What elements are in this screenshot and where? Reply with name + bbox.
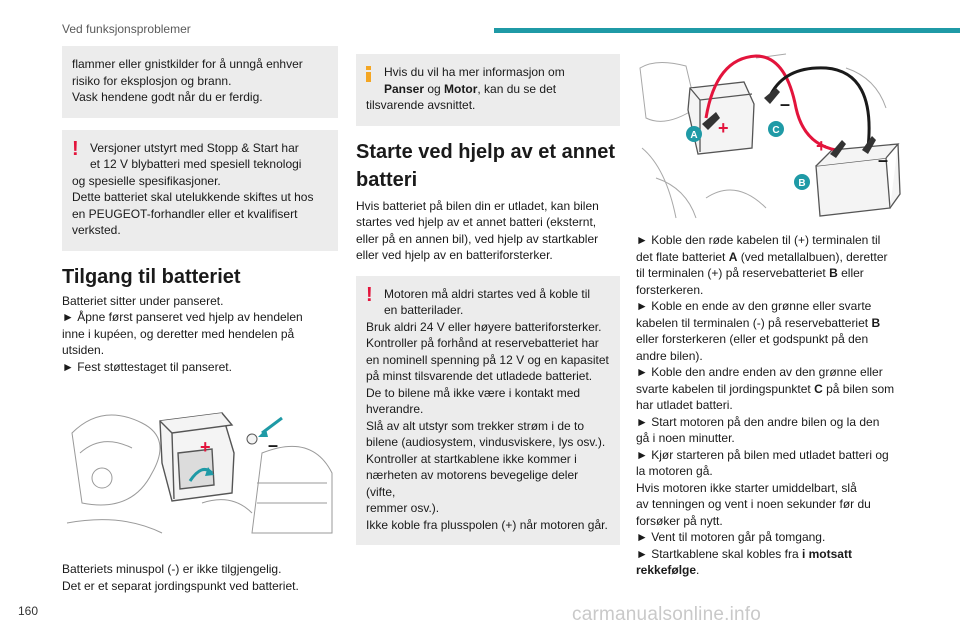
section-heading-battery-access: Tilgang til batteriet [62,265,241,288]
box-line: Vask hendene godt når du er ferdig. [72,90,263,104]
box-line: Ikke koble fra plusspolen (+) når motoren går. [366,517,608,532]
bold-term: i motsatt [801,546,852,561]
section-heading-jump-start: Starte ved hjelp av et annet [356,140,615,163]
minus-symbol-b: – [878,150,889,170]
box-line: tilsvarende avsnittet. [366,98,476,112]
box-line: Slå av alt utstyr som trekker strøm i de to [366,418,585,433]
step-line: rekkefølge. [636,563,700,577]
bold-term: Panser [384,81,425,96]
step-line: har utladet batteri. [636,398,733,412]
minus-symbol: – [268,435,279,455]
box-line: Dette batteriet skal utelukkende skiftes ut hos [72,190,314,204]
plus-symbol: + [200,437,211,457]
box-line: Motoren må aldri startes ved å koble til [384,286,591,301]
step-line: andre bilen). [636,348,703,363]
page-number: 160 [18,604,39,618]
bold-term: B [871,315,881,330]
bold-term: rekkefølge [636,563,697,577]
box-line: en nominell spenning på 12 V og en kapasitet [366,352,609,367]
step-line: ► Start motoren på den andre bilen og la den [636,414,880,429]
warning-icon: ! [366,283,373,306]
jump-start-steps [636,232,902,579]
box-line: risiko for eksplosjon og brann. [72,73,232,88]
step-line: ► Vent til motoren går på tomgang. [636,530,826,544]
body-line: eller ved hjelp av en batteriforsterker. [356,248,553,262]
box-line: en batterilader. [384,303,464,317]
box-line: De to bilene må ikke være i kontakt med [366,385,581,400]
box-line: og spesielle spesifikasjoner. [72,173,221,188]
jump-start-illustration [636,48,902,226]
box-line: en PEUGEOT-forhandler eller et kvalifisert [72,206,298,221]
body-line: inne i kupéen, og deretter med hendelen på [62,326,295,341]
watermark: carmanualsonline.info [572,604,762,625]
box-line: Kontroller på forhånd at reservebatteriet har [366,336,599,350]
step-line: til terminalen (+) på reservebatteriet B eller [636,266,864,280]
info-icon [366,66,372,82]
body-line: Batteriet sitter under panseret. [62,293,224,308]
box-line: Kontroller at startkablene ikke kommer i [366,451,577,466]
bold-term: A [728,249,738,264]
running-header: Ved funksjonsproblemer [62,22,191,36]
bold-term: B [829,266,838,280]
box-line: et 12 V blybatteri med spesiell teknologi [90,157,302,171]
warning-icon: ! [72,137,79,160]
box-line: Hvis du vil ha mer informasjon om [384,65,565,79]
step-line: forsøker på nytt. [636,513,723,528]
box-line: flammer eller gnistkilder for å unngå enhver [72,57,303,71]
label-b: B [798,178,806,189]
body-line: ► Fest støttestaget til panseret. [62,359,232,374]
body-line: ► Åpne først panseret ved hjelp av hendelen [62,310,303,324]
body-line: Hvis batteriet på bilen din er utladet, kan bilen [356,198,599,213]
step-line: eller forsterkeren (eller et godspunkt på den [636,332,869,346]
step-line: svarte kabelen til jordingspunktet C på bilen som [636,381,895,396]
step-line: la motoren gå. [636,464,713,478]
section-heading-jump-start: batteri [356,168,418,191]
body-line: utsiden. [62,343,105,357]
step-line: gå i noen minutter. [636,431,735,445]
column-right [636,48,902,579]
label-c: C [772,125,780,136]
box-line: hverandre. [366,402,424,416]
plus-symbol-a: + [718,118,729,138]
step-line: forsterkeren. [636,282,704,297]
label-a: A [690,130,698,141]
box-line: Panser og Motor, kan du se det [384,81,557,96]
battery-location-illustration [62,393,338,543]
minus-symbol-c: – [780,94,791,114]
warning-box-continued [62,46,338,118]
column-middle [356,54,620,545]
jump-start-warning-box [356,276,620,546]
box-line: bilene (audiosystem, vindusviskere, lys osv.). [366,435,606,449]
box-line: Bruk aldri 24 V eller høyere batteriforsterker. [366,319,602,334]
box-line: nærheten av motorens bevegelige deler (vifte, [366,468,579,499]
bold-term: Motor [444,81,478,96]
ground-point-icon [247,434,257,444]
bold-term: C [814,381,823,396]
step-line: ► Startkablene skal kobles fra i motsatt [636,546,852,561]
stop-start-warning-box [62,130,338,251]
info-box [356,54,620,126]
box-line: på minst tilsvarende det utladede batteriet. [366,369,593,383]
plus-symbol-b: + [816,136,827,156]
step-line: ► Koble den andre enden av den grønne eller [636,365,883,379]
caption-line: Det er et separat jordingspunkt ved batteriet. [62,578,299,593]
caption-line: Batteriets minuspol (-) er ikke tilgjengelig. [62,562,282,576]
box-line: remmer osv.). [366,501,440,515]
header-accent-bar [494,28,960,33]
box-line: verksted. [72,223,121,237]
step-line: det flate batteriet A (ved metallalbuen), deretter [636,249,888,264]
box-line: Versjoner utstyrt med Stopp & Start har [90,140,299,155]
step-line: ► Koble en ende av den grønne eller svarte [636,299,872,313]
jump-start-svg [636,48,902,226]
step-line: kabelen til terminalen (-) på reservebatteriet B [636,315,881,330]
step-line: av tenningen og vent i noen sekunder før du [636,497,871,511]
step-line: Hvis motoren ikke starter umiddelbart, slå [636,480,857,495]
column-left [62,46,338,594]
step-line: ► Kjør starteren på bilen med utladet batteri og [636,447,889,462]
step-line: ► Koble den røde kabelen til (+) terminalen til [636,233,881,247]
body-line: eller på en annen bil), ved hjelp av startkabler [356,231,599,246]
body-line: startes ved hjelp av et annet batteri (eksternt, [356,215,597,229]
battery-illustration-svg [62,393,338,543]
